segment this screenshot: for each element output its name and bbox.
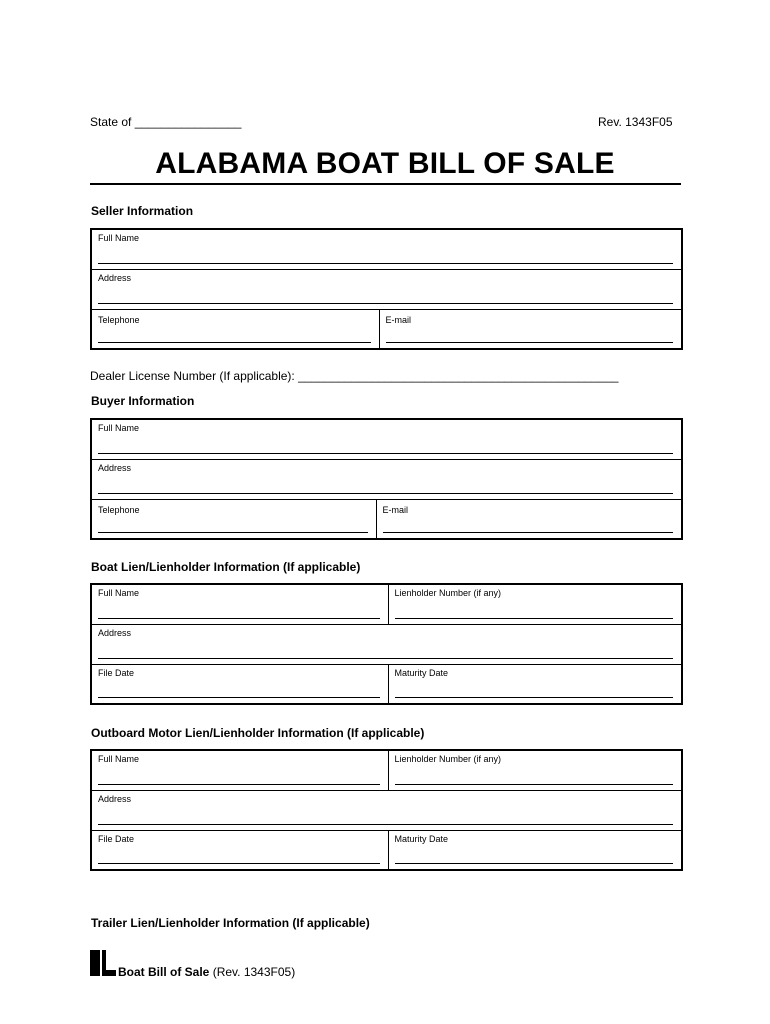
motor-lien-file-date-line xyxy=(98,863,380,864)
legal-templates-logo-icon xyxy=(90,950,116,976)
boat-lien-file-date-label: File Date xyxy=(98,667,135,678)
boat-lien-full-name-label: Full Name xyxy=(98,588,140,598)
seller-telephone-line xyxy=(98,342,371,343)
state-of-field[interactable]: State of ________________ xyxy=(90,115,242,129)
boat-lien-address-line xyxy=(98,658,673,659)
motor-lien-full-name-line xyxy=(98,784,380,785)
buyer-full-name-field[interactable] xyxy=(91,419,682,459)
seller-info-table xyxy=(90,228,683,350)
seller-telephone-label: Telephone xyxy=(98,314,140,325)
boat-lien-table xyxy=(90,583,683,705)
motor-lien-file-date-label: File Date xyxy=(98,833,135,844)
motor-lien-maturity-date-field[interactable] xyxy=(388,830,682,870)
boat-lien-full-name-field[interactable] xyxy=(91,584,388,624)
seller-full-name-line xyxy=(98,263,673,264)
boat-lien-address-field[interactable] xyxy=(91,624,682,664)
seller-email-line xyxy=(386,342,674,343)
buyer-telephone-field[interactable] xyxy=(91,499,376,539)
buyer-telephone-line xyxy=(98,532,368,533)
footer-revision: (Rev. 1343F05) xyxy=(212,965,296,979)
boat-lien-file-date-line xyxy=(98,697,380,698)
seller-address-line xyxy=(98,303,673,304)
motor-lien-address-label: Address xyxy=(98,793,132,804)
seller-address-label: Address xyxy=(98,272,132,283)
buyer-address-line xyxy=(98,493,673,494)
boat-lien-full-name-line xyxy=(98,618,380,619)
seller-address-field[interactable] xyxy=(91,269,682,309)
buyer-full-name-label: Full Name xyxy=(98,423,140,433)
buyer-telephone-label: Telephone xyxy=(98,504,140,515)
boat-lien-number-field[interactable] xyxy=(388,584,682,624)
motor-lien-maturity-date-line xyxy=(395,863,674,864)
seller-section-heading: Seller Information xyxy=(91,204,194,218)
motor-lien-address-field[interactable] xyxy=(91,790,682,830)
buyer-full-name-line xyxy=(98,453,673,454)
seller-telephone-field[interactable] xyxy=(91,309,379,349)
motor-lien-address-line xyxy=(98,824,673,825)
boat-lien-maturity-date-field[interactable] xyxy=(388,664,682,704)
boat-lien-section-heading: Boat Lien/Lienholder Information (If applicable) xyxy=(91,560,361,574)
buyer-section-heading: Buyer Information xyxy=(91,394,195,408)
motor-lien-number-line xyxy=(395,784,674,785)
motor-lien-number-label: Lienholder Number (if any) xyxy=(394,754,502,764)
buyer-email-line xyxy=(383,532,674,533)
page-title: ALABAMA BOAT BILL OF SALE xyxy=(155,147,615,180)
motor-lien-number-field[interactable] xyxy=(388,750,682,790)
seller-full-name-field[interactable] xyxy=(91,229,682,269)
motor-lien-full-name-label: Full Name xyxy=(98,754,140,764)
seller-email-label: E-mail xyxy=(385,314,412,325)
boat-lien-file-date-field[interactable] xyxy=(91,664,388,704)
motor-lien-table xyxy=(90,749,683,871)
seller-full-name-label: Full Name xyxy=(98,233,140,243)
boat-lien-number-label: Lienholder Number (if any) xyxy=(394,588,502,598)
motor-lien-maturity-date-label: Maturity Date xyxy=(394,833,449,844)
buyer-email-field[interactable] xyxy=(376,499,682,539)
buyer-email-label: E-mail xyxy=(382,504,409,515)
boat-lien-maturity-date-label: Maturity Date xyxy=(394,667,449,678)
dealer-license-field[interactable]: Dealer License Number (If applicable): ________________________________________________ xyxy=(90,369,619,383)
buyer-address-field[interactable] xyxy=(91,459,682,499)
motor-lien-file-date-field[interactable] xyxy=(91,830,388,870)
revision-number: Rev. 1343F05 xyxy=(598,115,673,129)
boat-lien-number-line xyxy=(395,618,674,619)
trailer-lien-section-heading: Trailer Lien/Lienholder Information (If applicable) xyxy=(91,916,370,930)
buyer-info-table xyxy=(90,418,683,540)
title-divider xyxy=(90,183,681,185)
buyer-address-label: Address xyxy=(98,462,132,473)
boat-lien-maturity-date-line xyxy=(395,697,674,698)
seller-email-field[interactable] xyxy=(379,309,682,349)
footer-doc-title: Boat Bill of Sale xyxy=(118,965,210,979)
footer-document-name xyxy=(118,965,295,979)
motor-lien-section-heading: Outboard Motor Lien/Lienholder Information (If applicable) xyxy=(91,726,425,740)
motor-lien-full-name-field[interactable] xyxy=(91,750,388,790)
boat-lien-address-label: Address xyxy=(98,627,132,638)
